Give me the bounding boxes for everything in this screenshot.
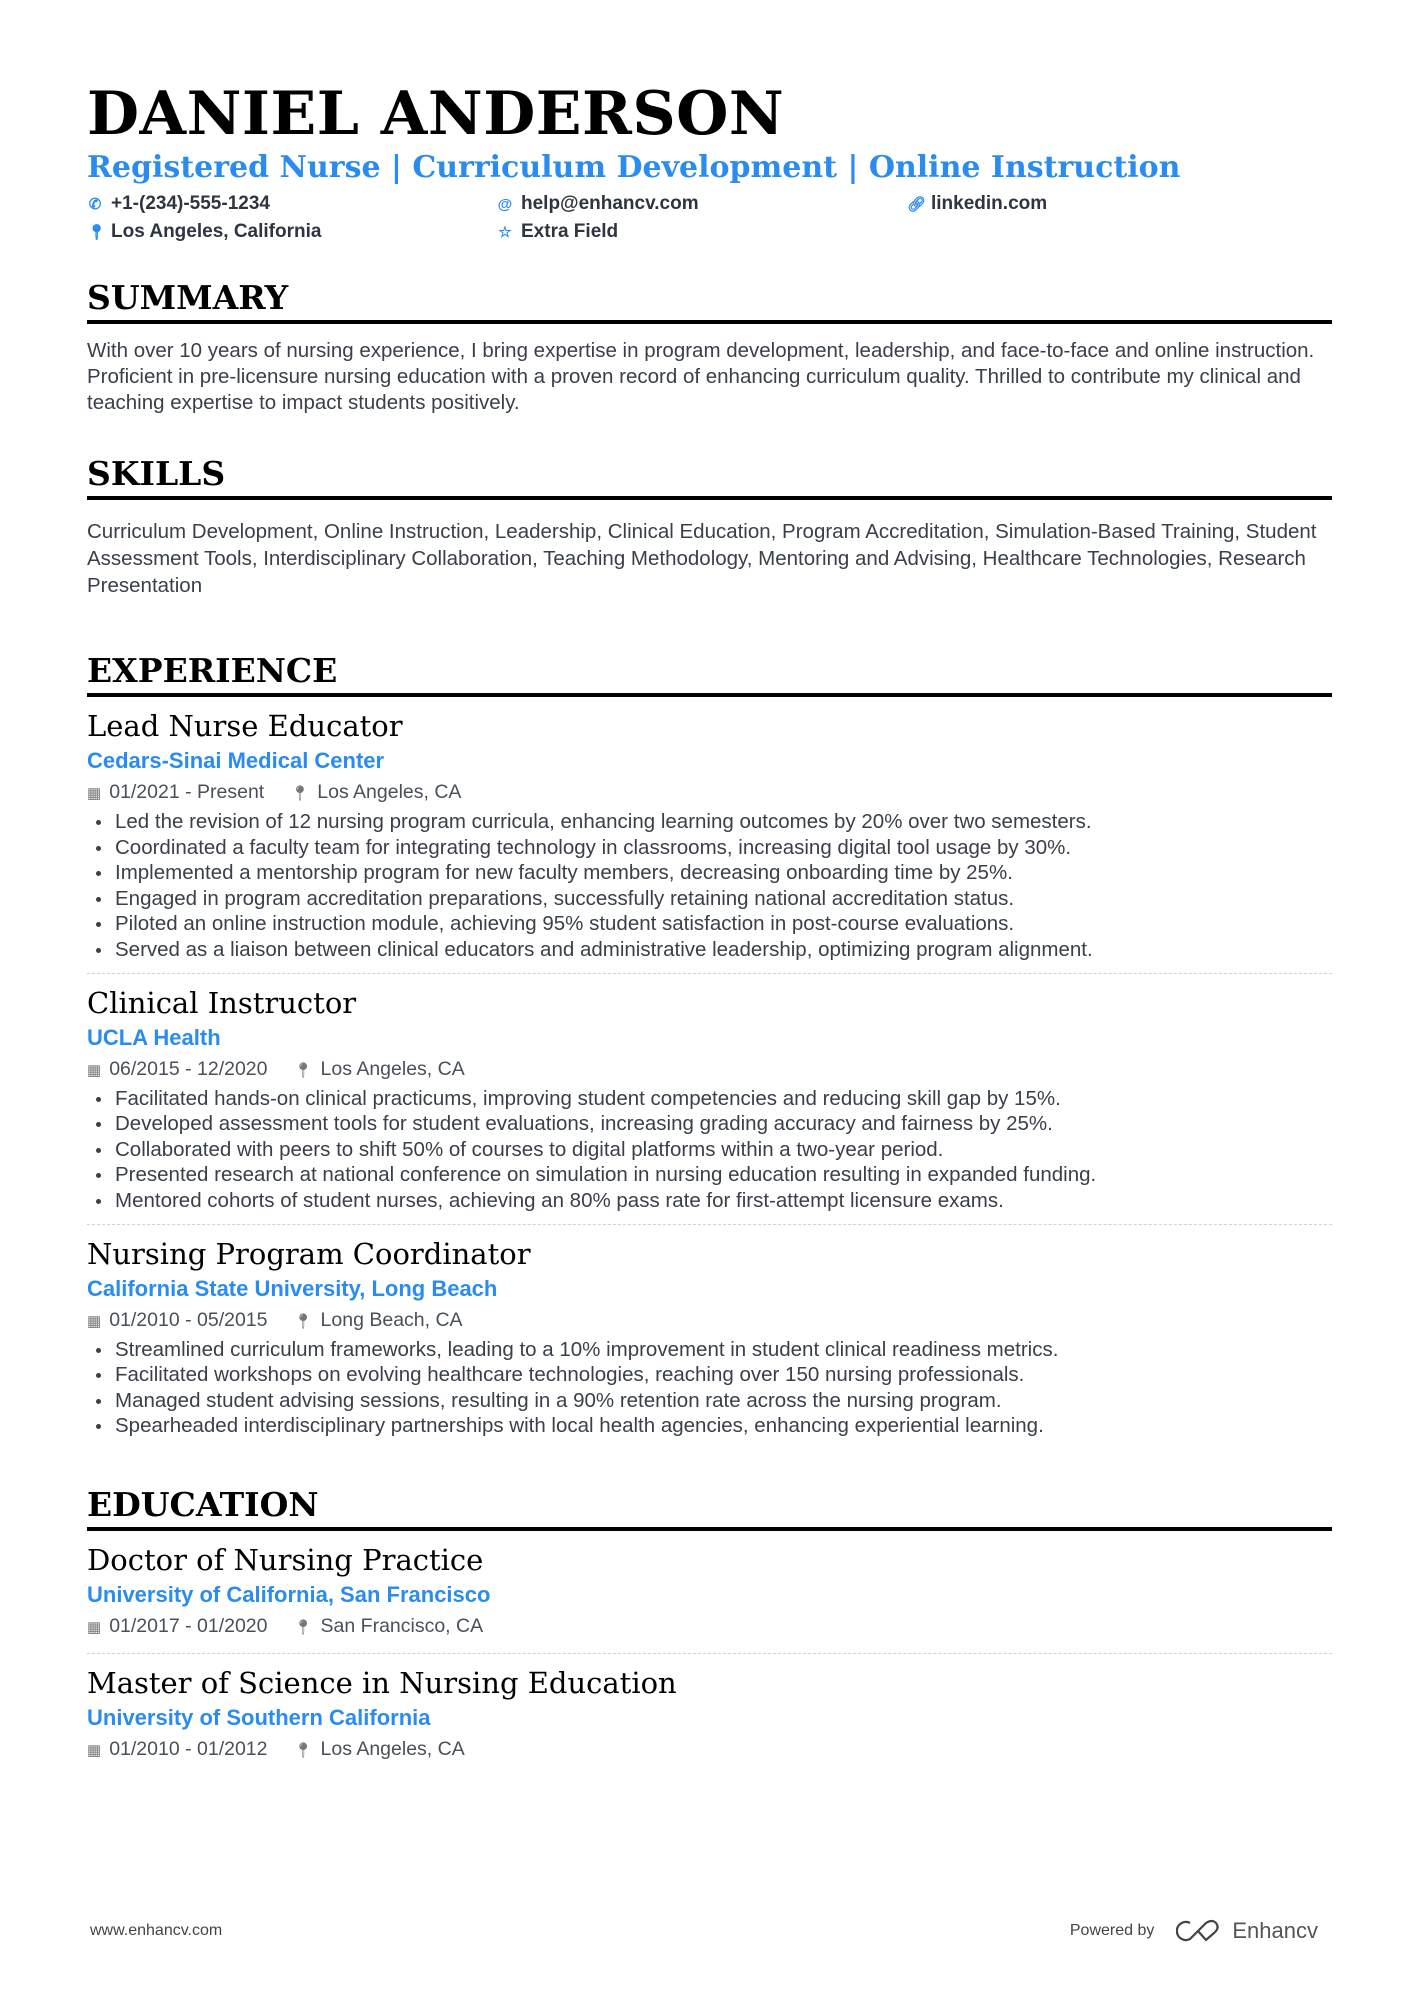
entry-meta <box>87 1054 1332 1086</box>
entry <box>87 697 1332 974</box>
bullet-item: Streamlined curriculum frameworks, leading to a 10% improvement in student clinical readiness metrics. <box>87 1337 1332 1363</box>
entry-organization[interactable]: UCLA Health <box>87 1024 221 1050</box>
linkedin-link[interactable]: linkedin.com <box>931 193 1048 214</box>
extra-text: Extra Field <box>521 221 619 242</box>
entry-title: Lead Nurse Educator <box>87 709 403 743</box>
bullet-item: Coordinated a faculty team for integrating technology in classrooms, increasing digital tool usage by 30%. <box>87 835 1332 861</box>
contact-phone <box>87 192 497 216</box>
entry-dates <box>87 1054 268 1086</box>
dates-text: 01/2010 - 05/2015 <box>109 1308 268 1331</box>
email-link[interactable]: help@enhancv.com <box>521 193 699 214</box>
entry-organization[interactable]: California State University, Long Beach <box>87 1275 498 1301</box>
entry-dates <box>87 1611 268 1643</box>
bullet-item: Managed student advising sessions, resulting in a 90% retention rate across the nursing program. <box>87 1388 1332 1414</box>
entry-title: Master of Science in Nursing Education <box>87 1665 677 1700</box>
bullet-item: Collaborated with peers to shift 50% of courses to digital platforms within a two-year period. <box>87 1137 1332 1163</box>
section-title: EDUCATION <box>87 1485 1332 1531</box>
summary-text: With over 10 years of nursing experience, I bring expertise in program development, leadership, and face-to-face and online instruction. Proficient in pre-licensure nursing education with a proven record of enhancing curriculum quality. Thrilled to contribute my clinical and teaching expertise to impact students positively. <box>87 339 1315 414</box>
location-text: Los Angeles, CA <box>320 1737 465 1760</box>
section-title: SKILLS <box>87 454 1332 500</box>
entry-dates <box>87 777 264 809</box>
bullet-item: Implemented a mentorship program for new faculty members, decreasing onboarding time by 25%. <box>87 860 1332 886</box>
entry-dates <box>87 1305 268 1337</box>
bullet-item: Served as a liaison between clinical educators and administrative leadership, optimizing program alignment. <box>87 937 1332 963</box>
resume <box>87 78 1332 1776</box>
education-section <box>87 1485 1332 1776</box>
website-link[interactable]: www.enhancv.com <box>90 1922 223 1939</box>
entry-meta <box>87 1305 1332 1337</box>
contact-location <box>87 220 497 244</box>
dates-text: 01/2010 - 01/2012 <box>109 1737 268 1760</box>
location-pin-icon: 📍︎ <box>87 224 107 241</box>
education-list <box>87 1531 1332 1776</box>
entry <box>87 1654 1332 1776</box>
location-text: Long Beach, CA <box>320 1308 463 1331</box>
calendar-icon: ▦ <box>87 1061 102 1079</box>
entry-title: Doctor of Nursing Practice <box>87 1542 484 1577</box>
section-title: SUMMARY <box>87 278 1332 324</box>
location-text: Los Angeles, CA <box>320 1057 465 1080</box>
entry-organization[interactable]: Cedars-Sinai Medical Center <box>87 748 385 773</box>
calendar-icon: ▦ <box>87 1741 102 1759</box>
calendar-icon: ▦ <box>87 1312 102 1330</box>
entry-title: Clinical Instructor <box>87 985 357 1020</box>
bullet-item: Presented research at national conference on simulation in nursing education resulting in expanded funding. <box>87 1162 1332 1188</box>
entry-dates <box>87 1734 268 1766</box>
calendar-icon: ▦ <box>87 785 102 802</box>
powered-by-label: Powered by <box>1069 1922 1155 1939</box>
powered-by <box>1070 1918 1318 1944</box>
bullet-item: Facilitated hands-on clinical practicums, improving student competencies and reducing skill gap by 15%. <box>87 1086 1332 1112</box>
footer <box>90 1918 1318 1944</box>
phone-icon: ✆ <box>88 196 102 213</box>
location-pin-icon: 📍︎ <box>293 1618 313 1636</box>
enhancv-logo-icon <box>1176 1919 1222 1943</box>
dates-text: 01/2017 - 01/2020 <box>109 1614 268 1637</box>
entry-meta <box>87 777 1332 809</box>
entry-meta <box>87 1734 1332 1766</box>
contact-email[interactable] <box>497 192 907 216</box>
bullet-item: Led the revision of 12 nursing program curricula, enhancing learning outcomes by 20% over two semesters. <box>87 809 1332 835</box>
bullet-list <box>87 809 1332 963</box>
entry-organization[interactable]: University of California, San Francisco <box>87 1581 491 1607</box>
contact-info <box>87 192 1332 244</box>
at-icon: @ <box>497 195 513 213</box>
skills-text: Curriculum Development, Online Instruction, Leadership, Clinical Education, Program Accreditation, Simulation-Based Training, Student Assessment Tools, Interdisciplinary Collaboration, Teaching Methodology, Mentoring and Advising, Healthcare Technologies, Research Presentation <box>87 520 1317 597</box>
location-pin-icon: 📍︎ <box>293 1741 313 1759</box>
star-icon: ☆ <box>498 224 512 241</box>
bullet-list <box>87 1086 1332 1214</box>
entry <box>87 1531 1332 1654</box>
bullet-item: Mentored cohorts of student nurses, achieving an 80% pass rate for first-attempt licensure exams. <box>87 1188 1332 1214</box>
entry <box>87 974 1332 1225</box>
contact-linkedin[interactable] <box>907 192 1207 216</box>
enhancv-logo <box>1176 1918 1318 1944</box>
bullet-item: Spearheaded interdisciplinary partnerships with local health agencies, enhancing experiential learning. <box>87 1413 1332 1439</box>
entry-meta <box>87 1611 1332 1643</box>
entry-organization[interactable]: University of Southern California <box>87 1704 431 1730</box>
location-pin-icon: 📍︎ <box>290 785 310 802</box>
location-pin-icon: 📍︎ <box>293 1312 313 1330</box>
skills-section <box>87 454 1332 599</box>
entry-location <box>294 1611 484 1643</box>
entry-location <box>294 1054 465 1086</box>
section-title: EXPERIENCE <box>87 651 1332 697</box>
summary-section <box>87 278 1332 416</box>
location-text: San Francisco, CA <box>320 1614 484 1637</box>
link-icon: 🔗︎ <box>907 196 927 213</box>
dates-text: 06/2015 - 12/2020 <box>109 1057 268 1080</box>
experience-list <box>87 697 1332 1449</box>
location-text: Los Angeles, California <box>111 221 322 242</box>
brand-name: Enhancv <box>1232 1918 1318 1943</box>
bullet-item: Facilitated workshops on evolving healthcare technologies, reaching over 150 nursing professionals. <box>87 1362 1332 1388</box>
calendar-icon: ▦ <box>87 1618 102 1636</box>
entry-location <box>294 1734 465 1766</box>
bullet-list <box>87 1337 1332 1439</box>
entry-title: Nursing Program Coordinator <box>87 1236 531 1271</box>
location-text: Los Angeles, CA <box>317 781 462 803</box>
headline: Registered Nurse | Curriculum Development | Online Instruction <box>87 150 1181 185</box>
phone-text: +1-(234)-555-1234 <box>111 193 270 214</box>
entry-location <box>290 777 461 809</box>
experience-section <box>87 651 1332 1449</box>
candidate-name: DANIEL ANDERSON <box>87 79 785 149</box>
contact-extra <box>497 220 907 244</box>
bullet-item: Developed assessment tools for student evaluations, increasing grading accuracy and fairness by 25%. <box>87 1111 1332 1137</box>
entry <box>87 1225 1332 1449</box>
dates-text: 01/2021 - Present <box>109 781 265 803</box>
location-pin-icon: 📍︎ <box>293 1061 313 1079</box>
bullet-item: Engaged in program accreditation preparations, successfully retaining national accreditation status. <box>87 886 1332 912</box>
entry-location <box>294 1305 463 1337</box>
bullet-item: Piloted an online instruction module, achieving 95% student satisfaction in post-course evaluations. <box>87 911 1332 937</box>
